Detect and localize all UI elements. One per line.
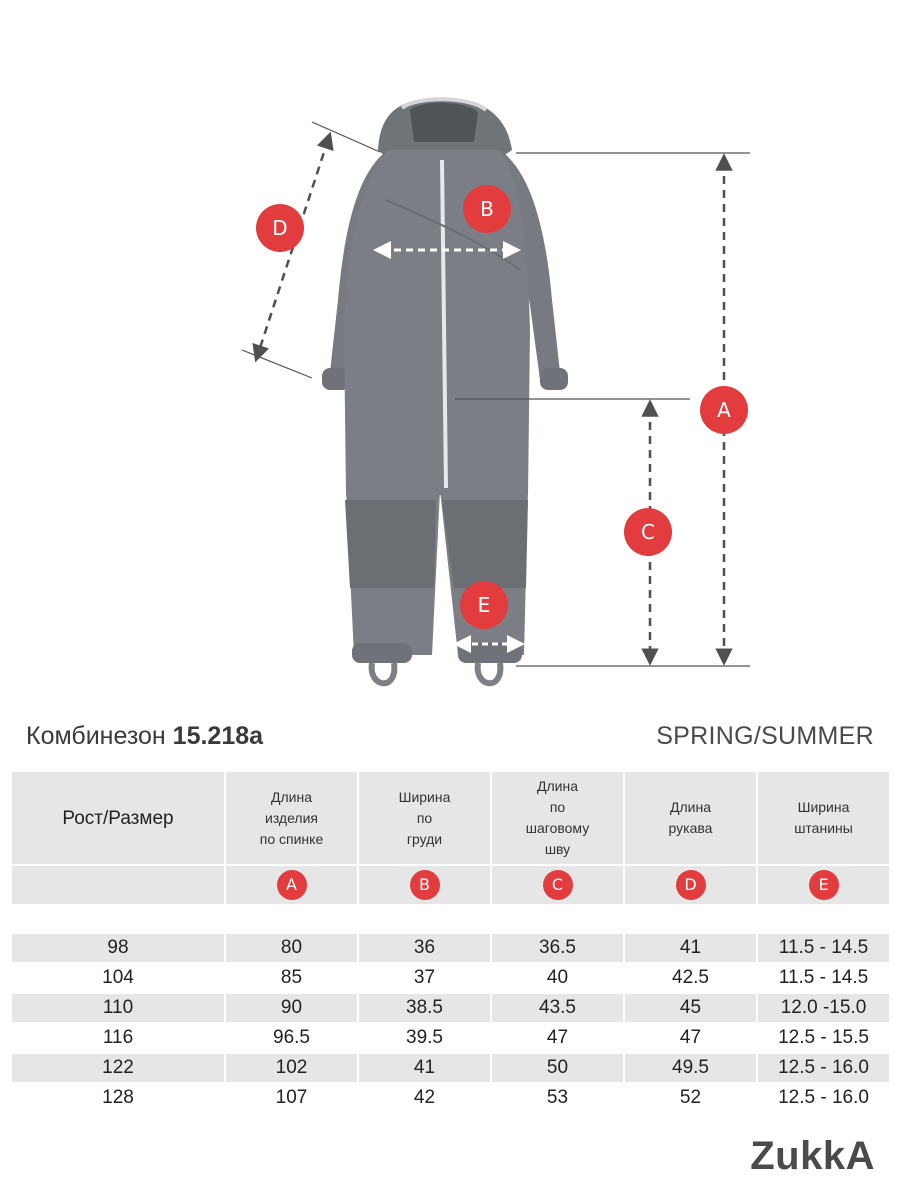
letter-badge-d: D xyxy=(676,870,706,900)
header-line: шву xyxy=(544,841,571,857)
measurement-cell: 12.5 - 16.0 xyxy=(778,1087,869,1108)
measurement-cell: 41 xyxy=(359,1054,490,1082)
header-line: рукава xyxy=(668,820,713,836)
measurement-cell: 42 xyxy=(413,1087,436,1108)
measurement-cell: 47 xyxy=(679,1027,702,1048)
header-line: Длина xyxy=(271,788,312,805)
measurement-cell: 90 xyxy=(226,994,357,1022)
table-spacer xyxy=(12,906,889,932)
measurement-cell: 36 xyxy=(359,934,490,962)
header-line: по спинке xyxy=(259,830,324,847)
measurement-cell: 50 xyxy=(492,1054,623,1082)
header-line: штанины xyxy=(794,820,853,836)
product-model: 15.218a xyxy=(172,722,264,750)
table-row xyxy=(12,994,889,1022)
header-line: Длина xyxy=(670,799,711,815)
table-header-row xyxy=(12,772,889,864)
header-line: по xyxy=(416,809,433,826)
measurement-cell: 12.5 - 16.0 xyxy=(758,1054,889,1082)
measurement-cell: 45 xyxy=(625,994,756,1022)
badge-b xyxy=(463,185,511,233)
measurement-cell: 11.5 - 14.5 xyxy=(758,934,889,962)
size-cell: 122 xyxy=(12,1054,224,1082)
measurement-cell: 36.5 xyxy=(492,934,623,962)
size-cell: 116 xyxy=(102,1027,134,1048)
header-col-c xyxy=(492,772,623,864)
header-line: Длина xyxy=(537,778,578,794)
badge-a xyxy=(700,386,748,434)
table-row xyxy=(12,934,889,962)
measurement-cell: 85 xyxy=(280,967,303,988)
season-label: SPRING/SUMMER xyxy=(656,722,874,750)
badge-e xyxy=(460,581,508,629)
title-row xyxy=(26,722,874,758)
product-title xyxy=(26,722,263,751)
header-col-e xyxy=(758,772,889,864)
header-line: Ширина xyxy=(797,799,850,815)
measurement-cell: 102 xyxy=(226,1054,357,1082)
size-chart-table xyxy=(10,770,891,1114)
svg-text:B: B xyxy=(480,197,494,221)
measurement-cell: 42.5 xyxy=(672,967,709,988)
measurement-cell: 107 xyxy=(275,1087,308,1108)
header-line: изделия xyxy=(265,809,318,826)
header-line: Ширина xyxy=(398,788,451,805)
svg-text:C: C xyxy=(641,520,655,544)
letter-badge-b: B xyxy=(410,870,440,900)
measurement-cell: 47 xyxy=(546,1027,569,1048)
table-body xyxy=(12,934,889,1112)
table-letter-row xyxy=(12,866,889,904)
measurement-cell: 12.5 - 15.5 xyxy=(778,1027,869,1048)
product-type: Комбинезон xyxy=(26,722,166,750)
header-size: Рост/Размер xyxy=(12,772,224,864)
letter-badge-c: C xyxy=(543,870,573,900)
size-cell: 128 xyxy=(102,1087,134,1108)
badge-d xyxy=(256,204,304,252)
measurement-cell: 12.0 -15.0 xyxy=(758,994,889,1022)
table-row xyxy=(12,1084,889,1112)
measurement-cell: 53 xyxy=(546,1087,569,1108)
measurement-cell: 11.5 - 14.5 xyxy=(778,967,869,988)
measurement-cell: 96.5 xyxy=(273,1027,310,1048)
measurement-cell: 38.5 xyxy=(359,994,490,1022)
measurement-cell: 41 xyxy=(625,934,756,962)
header-col-d xyxy=(625,772,756,864)
measurement-cell: 52 xyxy=(679,1087,702,1108)
measurement-cell: 43.5 xyxy=(492,994,623,1022)
header-col-b xyxy=(359,772,490,864)
brand-logo: ZukkA xyxy=(750,1134,875,1178)
jumpsuit-illustration xyxy=(322,98,568,683)
header-line: шаговому xyxy=(525,820,590,836)
header-line: по xyxy=(549,799,566,815)
letter-badge-a: A xyxy=(277,870,307,900)
size-cell: 104 xyxy=(102,967,134,988)
size-cell: 98 xyxy=(12,934,224,962)
letter-cell-empty xyxy=(12,866,224,904)
table-row xyxy=(12,964,889,992)
svg-text:A: A xyxy=(717,398,731,422)
svg-text:D: D xyxy=(272,216,288,240)
measurement-cell: 37 xyxy=(413,967,436,988)
size-cell: 110 xyxy=(12,994,224,1022)
measurement-cell: 40 xyxy=(546,967,569,988)
badge-c xyxy=(624,508,672,556)
measurement-cell: 49.5 xyxy=(625,1054,756,1082)
measurement-cell: 80 xyxy=(226,934,357,962)
table-row xyxy=(12,1024,889,1052)
measurement-cell: 39.5 xyxy=(406,1027,443,1048)
header-col-a xyxy=(226,772,357,864)
letter-badge-e: E xyxy=(809,870,839,900)
table-row xyxy=(12,1054,889,1082)
svg-text:E: E xyxy=(477,593,491,617)
header-line: груди xyxy=(406,830,443,847)
